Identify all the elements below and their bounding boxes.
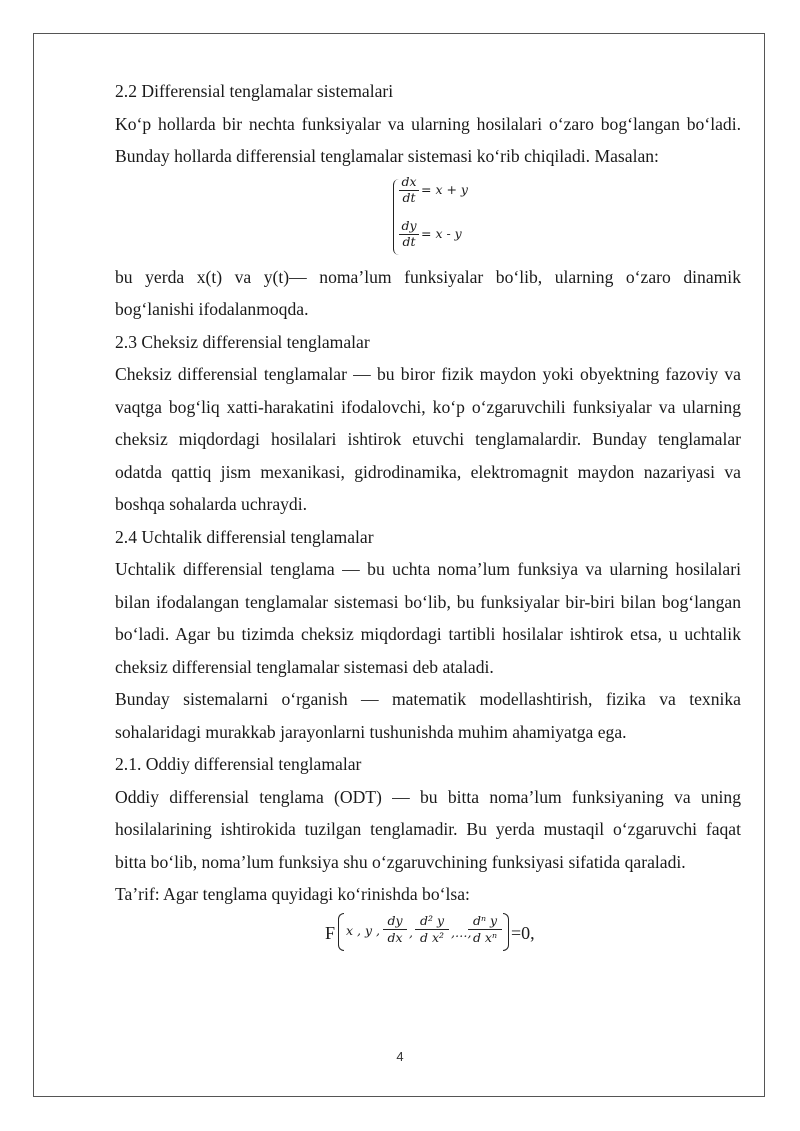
equation-rhs: = x - y — [421, 225, 462, 241]
heading-2-4: 2.4 Uchtalik differensial tenglamalar — [115, 526, 374, 547]
heading-2-3: 2.3 Cheksiz differensial tenglamalar — [115, 331, 370, 352]
formula-second-derivative — [415, 913, 449, 946]
paragraph-importance: Bunday sistemalarni o‘rganish — matematik modellashtirish, fizika va texnika sohalaridagi murakkab jarayonlarni tushunishda muhim ahamiyatga ega. — [115, 689, 741, 742]
fraction-numerator: dⁿ y — [468, 913, 502, 930]
heading-2-1: 2.1. Oddiy differensial tenglamalar — [115, 754, 362, 774]
fraction-numerator: dx — [399, 175, 419, 191]
paragraph-definition: Ta’rif: Agar tenglama quyidagi ko‘rinishda bo‘lsa: — [115, 884, 470, 904]
fraction-numerator: dy — [383, 913, 407, 930]
equation-system — [115, 173, 741, 261]
fraction-denominator: dt — [402, 189, 416, 205]
ode-general-formula — [115, 911, 741, 959]
paragraph-system-explanation: bu yerda x(t) va y(t)— noma’lum funksiyalar bo‘lib, ularning o‘zaro dinamik bog‘lanishi ifodalanmoqda. — [115, 266, 741, 319]
fraction-dx-dt — [399, 175, 419, 206]
paragraph-infinite-equations: Cheksiz differensial tenglamalar — bu biror fizik maydon yoki obyektning fazoviy va vaqtga bog‘liq xatti-harakatini ifodalovchi, ko‘p o‘zgaruvchili funksiyalar va ularning cheksiz miqdordagi hosilalari ishtirok etuvchi tenglamalardir. Bunday tenglamalar odatda qattiq jism mexanikasi, gidrodinamika, elektromagnit maydon nazariyasi va boshqa sohalarda uchraydi. — [115, 364, 741, 514]
formula-function-name: F — [325, 922, 336, 943]
fraction-denominator: d x² — [419, 929, 445, 945]
fraction-dy-dt — [399, 219, 419, 250]
paragraph-systems-intro: Ko‘p hollarda bir nechta funksiyalar va ularning hosilalari o‘zaro bog‘langan bo‘ladi. Bunday hollarda differensial tenglamalar sistemasi ko‘rib chiqiladi. Masalan: — [115, 113, 741, 166]
paragraph-ode: Oddiy differensial tenglama (ODT) — bu bitta noma’lum funksiyaning va uning hosilalarining ishtirokida tuzilgan tenglamadir. Bu yerda mustaqil o‘zgaruvchi faqat bitta bo‘lib, noma’lum funksiya shu o‘zgaruvchining funksiyasi sifatida qaraladi. — [115, 786, 741, 872]
formula-args: x , y , — [346, 922, 380, 938]
fraction-denominator: d xⁿ — [472, 929, 498, 945]
fraction-numerator: dy — [399, 219, 419, 235]
formula-ellipsis: ,…, — [451, 924, 472, 940]
paragraph-triple-equations: Uchtalik differensial tenglama — bu uchta noma’lum funksiya va ularning hosilalari bilan ifodalangan tenglamalar sistemasi bo‘lib, bu funksiyalar bir-biri bilan bog‘langan bo‘ladi. Agar bu tizimda cheksiz miqdordagi tartibli hosilalar ishtirok etsa, u uchtalik cheksiz differensial tenglamalar sistemasi deb ataladi. — [115, 559, 741, 677]
right-parenthesis — [503, 913, 509, 951]
formula-nth-derivative — [468, 913, 502, 946]
page-content — [115, 75, 741, 959]
formula-separator: , — [409, 924, 413, 940]
equation-rhs: = x + y — [421, 181, 468, 197]
left-parenthesis — [338, 913, 344, 951]
fraction-denominator: dx — [387, 929, 403, 945]
heading-2-2: 2.2 Differensial tenglamalar sistemalari — [115, 81, 394, 101]
page-number: 4 — [396, 1049, 404, 1064]
formula-equals-zero: =0, — [511, 922, 535, 943]
formula-first-derivative — [383, 913, 407, 946]
fraction-numerator: d² y — [415, 913, 449, 930]
fraction-denominator: dt — [402, 233, 416, 249]
